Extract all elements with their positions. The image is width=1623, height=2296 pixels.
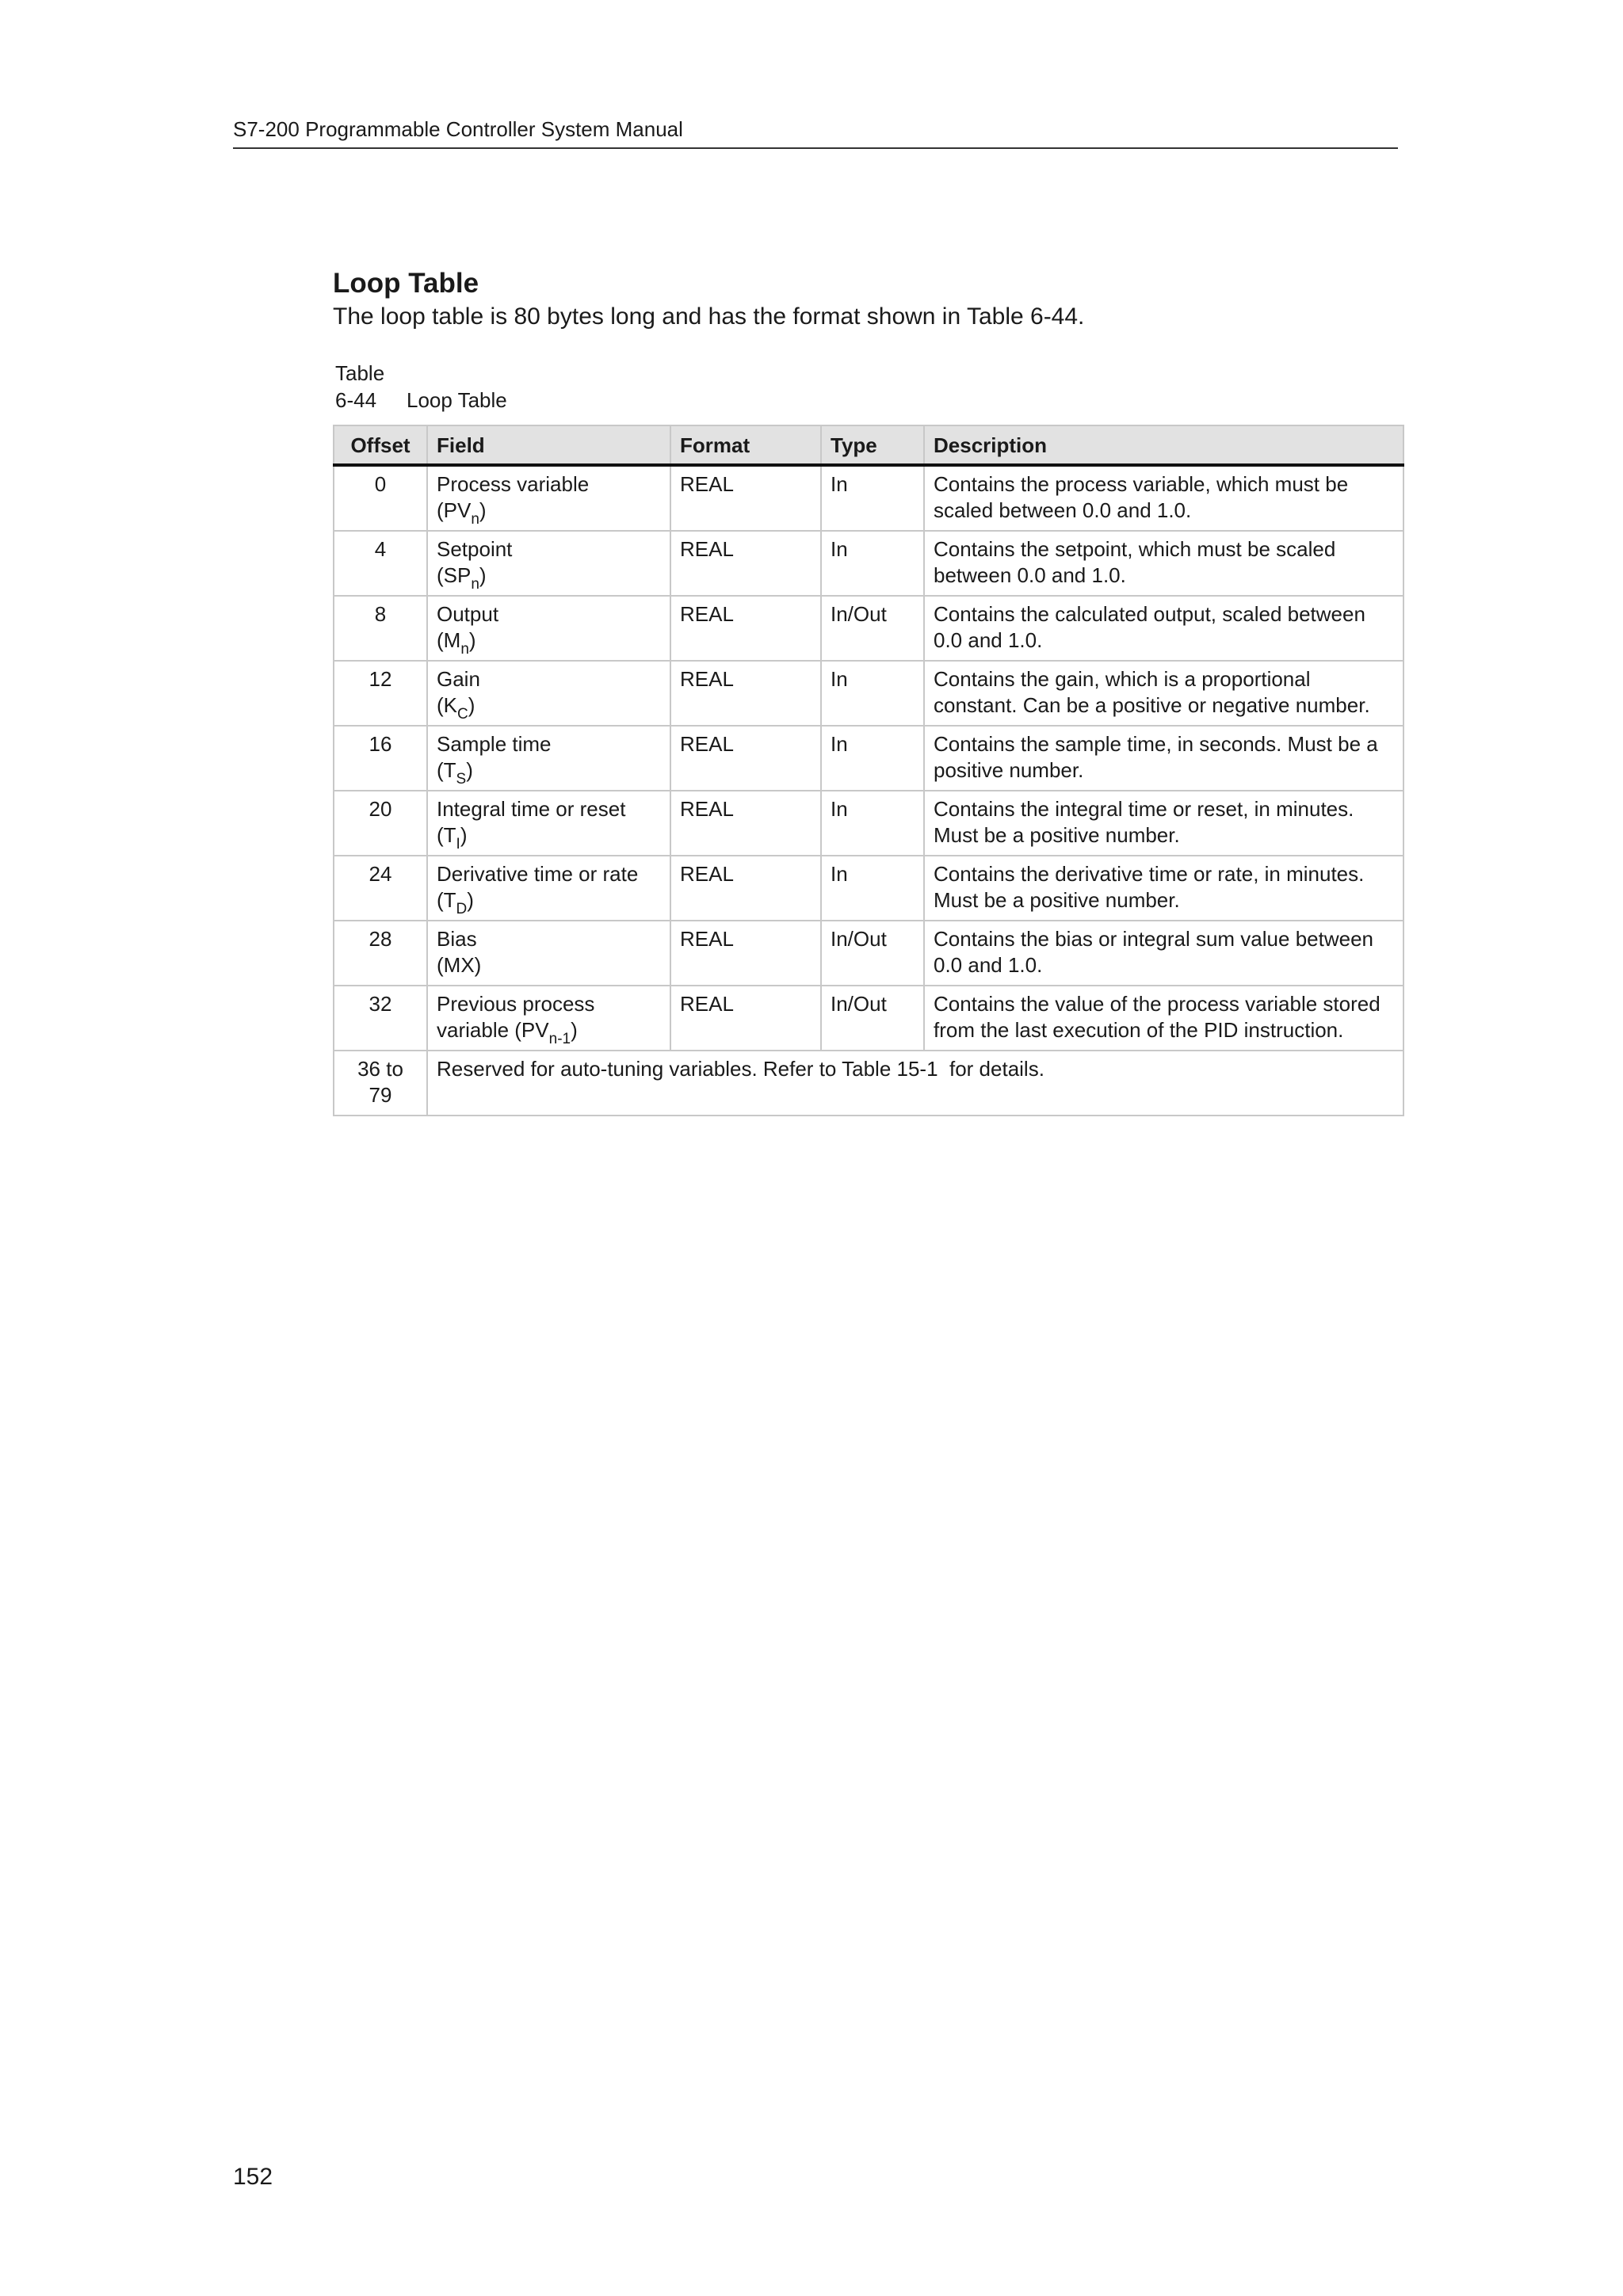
- table-row: [334, 921, 1403, 986]
- field-symbol-close: ): [468, 693, 475, 717]
- cell-type: In/Out: [821, 921, 924, 986]
- cell-description: Contains the sample time, in seconds. Must be a positive number.: [924, 726, 1403, 791]
- cell-format: REAL: [670, 791, 821, 856]
- table-row: [334, 661, 1403, 726]
- table-row: [334, 596, 1403, 661]
- table-row: [334, 465, 1403, 531]
- cell-description: Contains the bias or integral sum value between 0.0 and 1.0.: [924, 921, 1403, 986]
- cell-field: [427, 856, 670, 921]
- cell-type: In/Out: [821, 596, 924, 661]
- cell-type: In: [821, 791, 924, 856]
- cell-type: In: [821, 726, 924, 791]
- cell-description: Contains the gain, which is a proportional constant. Can be a positive or negative number.: [924, 661, 1403, 726]
- cell-offset: 36 to 79: [334, 1051, 427, 1116]
- field-name: Derivative time or rate: [437, 862, 639, 886]
- cell-description: Contains the integral time or reset, in minutes. Must be a positive number.: [924, 791, 1403, 856]
- cell-field: [427, 726, 670, 791]
- intro-paragraph: The loop table is 80 bytes long and has the format shown in Table 6-44.: [333, 303, 1085, 330]
- cell-format: REAL: [670, 986, 821, 1051]
- table-row: [334, 856, 1403, 921]
- field-symbol-subscript: n: [471, 511, 479, 528]
- cell-offset: 20: [334, 791, 427, 856]
- cell-type: In: [821, 465, 924, 531]
- table-caption: [333, 360, 1403, 414]
- field-name: Output: [437, 602, 499, 626]
- cell-description: Contains the value of the process variable stored from the last execution of the PID instruction.: [924, 986, 1403, 1051]
- field-symbol-close: ): [468, 628, 476, 652]
- cell-field: [427, 986, 670, 1051]
- field-symbol-close: ): [460, 823, 468, 847]
- field-symbol: (K: [437, 693, 457, 717]
- cell-format: REAL: [670, 465, 821, 531]
- cell-field: [427, 791, 670, 856]
- field-symbol-subscript: n: [460, 641, 469, 658]
- col-header-offset: Offset: [334, 425, 427, 465]
- table-row: [334, 986, 1403, 1051]
- field-symbol: (T: [437, 823, 456, 847]
- col-header-format: Format: [670, 425, 821, 465]
- field-symbol-subscript: I: [456, 836, 460, 852]
- field-symbol: (T: [437, 888, 456, 912]
- field-name: Bias: [437, 927, 477, 951]
- loop-table-section: [333, 266, 1403, 1116]
- field-symbol-subscript: S: [456, 771, 467, 788]
- cell-type: In: [821, 661, 924, 726]
- cell-format: REAL: [670, 531, 821, 596]
- cell-offset: 12: [334, 661, 427, 726]
- col-header-description: Description: [924, 425, 1403, 465]
- field-name: Process variable: [437, 472, 590, 496]
- col-header-field: Field: [427, 425, 670, 465]
- cell-reserved-note: Reserved for auto-tuning variables. Refer to Table 15-1 for details.: [427, 1051, 1403, 1116]
- table-header-row: [334, 425, 1403, 465]
- col-header-type: Type: [821, 425, 924, 465]
- cell-format: REAL: [670, 921, 821, 986]
- table-row-reserved: [334, 1051, 1403, 1116]
- field-symbol: variable (PV: [437, 1018, 549, 1042]
- field-symbol: (T: [437, 758, 456, 782]
- cell-type: In: [821, 531, 924, 596]
- field-symbol-subscript: D: [456, 901, 468, 917]
- field-symbol-close: ): [479, 498, 487, 522]
- field-name: Sample time: [437, 732, 552, 756]
- cell-field: [427, 661, 670, 726]
- field-symbol-close: ): [466, 758, 473, 782]
- field-symbol-subscript: n-1: [548, 1031, 571, 1047]
- cell-offset: 32: [334, 986, 427, 1051]
- cell-description: Contains the process variable, which must be scaled between 0.0 and 1.0.: [924, 465, 1403, 531]
- field-symbol-close: ): [467, 888, 474, 912]
- table-row: [334, 726, 1403, 791]
- table-row: [334, 791, 1403, 856]
- table-caption-title: Loop Table: [407, 388, 507, 412]
- cell-format: REAL: [670, 856, 821, 921]
- table-caption-number: Table 6-44: [335, 361, 385, 412]
- cell-field: [427, 465, 670, 531]
- cell-offset: 28: [334, 921, 427, 986]
- field-symbol-subscript: n: [471, 576, 479, 593]
- field-name: Setpoint: [437, 537, 513, 561]
- cell-description: Contains the derivative time or rate, in minutes. Must be a positive number.: [924, 856, 1403, 921]
- cell-description: Contains the setpoint, which must be scaled between 0.0 and 1.0.: [924, 531, 1403, 596]
- cell-offset: 8: [334, 596, 427, 661]
- field-symbol-close: ): [479, 563, 487, 587]
- field-name: Gain: [437, 667, 480, 691]
- table-row: [334, 531, 1403, 596]
- cell-field: [427, 531, 670, 596]
- cell-format: REAL: [670, 596, 821, 661]
- cell-offset: 24: [334, 856, 427, 921]
- field-symbol: (PV: [437, 498, 472, 522]
- cell-offset: 4: [334, 531, 427, 596]
- field-symbol: (M: [437, 628, 461, 652]
- field-symbol-subscript: C: [457, 706, 468, 723]
- cell-format: REAL: [670, 726, 821, 791]
- table-body: [334, 465, 1403, 1116]
- cell-type: In/Out: [821, 986, 924, 1051]
- cell-offset: 0: [334, 465, 427, 531]
- cell-offset: 16: [334, 726, 427, 791]
- cell-field: [427, 596, 670, 661]
- field-symbol: (SP: [437, 563, 472, 587]
- running-header: S7-200 Programmable Controller System Manual: [233, 116, 1398, 149]
- field-name: Previous process: [437, 992, 595, 1016]
- cell-type: In: [821, 856, 924, 921]
- page-number: 152: [233, 2164, 273, 2190]
- field-name: Integral time or reset: [437, 797, 626, 821]
- cell-description: Contains the calculated output, scaled between 0.0 and 1.0.: [924, 596, 1403, 661]
- field-symbol: (MX): [437, 953, 482, 977]
- field-symbol-close: ): [571, 1018, 578, 1042]
- cell-format: REAL: [670, 661, 821, 726]
- cell-field: [427, 921, 670, 986]
- loop-table: [333, 425, 1404, 1116]
- section-title: Loop Table: [333, 268, 479, 299]
